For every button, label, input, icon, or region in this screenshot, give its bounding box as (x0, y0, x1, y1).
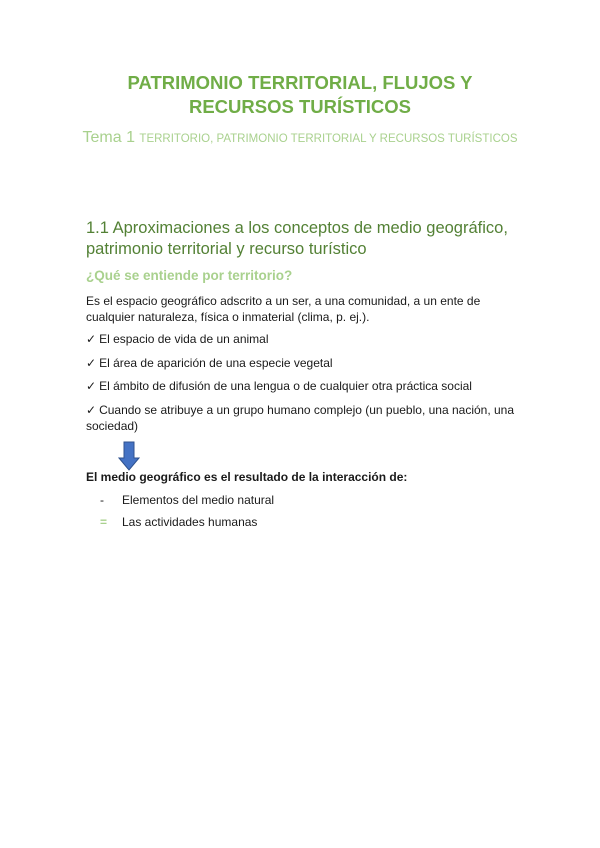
document-title (60, 71, 540, 119)
check-icon: ✓ (86, 332, 97, 346)
dash-bullet: - (100, 493, 104, 507)
result-statement: El medio geográfico es el resultado de la interacción de: (86, 470, 408, 484)
title-line-1: PATRIMONIO TERRITORIAL, FLUJOS Y (127, 72, 473, 93)
check-item (86, 378, 516, 394)
topic-name: TERRITORIO, PATRIMONIO TERRITORIAL Y RECURSOS TURÍSTICOS (139, 133, 518, 145)
check-item-text: El ámbito de difusión de una lengua o de cualquier otra práctica social (99, 379, 472, 393)
check-icon: ✓ (86, 379, 97, 393)
section-heading: 1.1 Aproximaciones a los conceptos de medio geográfico, patrimonio territorial y recurso turístico (86, 219, 508, 258)
check-item (86, 355, 516, 371)
question-heading: ¿Qué se entiende por territorio? (86, 268, 293, 283)
check-item-text: Cuando se atribuye a un grupo humano complejo (un pueblo, una nación, una sociedad) (86, 403, 515, 433)
territory-definition: Es el espacio geográfico adscrito a un ser, a una comunidad, a un ente de cualquier naturaleza, física o inmaterial (clima, p. ej.). (86, 294, 481, 324)
list-item (100, 514, 257, 530)
check-item-text: El área de aparición de una especie vegetal (99, 356, 333, 370)
check-icon: ✓ (86, 356, 97, 370)
topic-number: Tema 1 (82, 129, 135, 146)
list-item (100, 492, 274, 508)
list-item-text: Las actividades humanas (122, 515, 258, 529)
title-line-2: RECURSOS TURÍSTICOS (188, 96, 412, 117)
down-arrow-icon (118, 441, 140, 471)
equals-bullet: = (100, 515, 108, 529)
topic-subtitle (60, 128, 540, 149)
check-item (86, 331, 516, 347)
check-item (86, 402, 516, 434)
check-icon: ✓ (86, 403, 97, 417)
list-item-text: Elementos del medio natural (122, 493, 275, 507)
check-item-text: El espacio de vida de un animal (99, 332, 269, 346)
